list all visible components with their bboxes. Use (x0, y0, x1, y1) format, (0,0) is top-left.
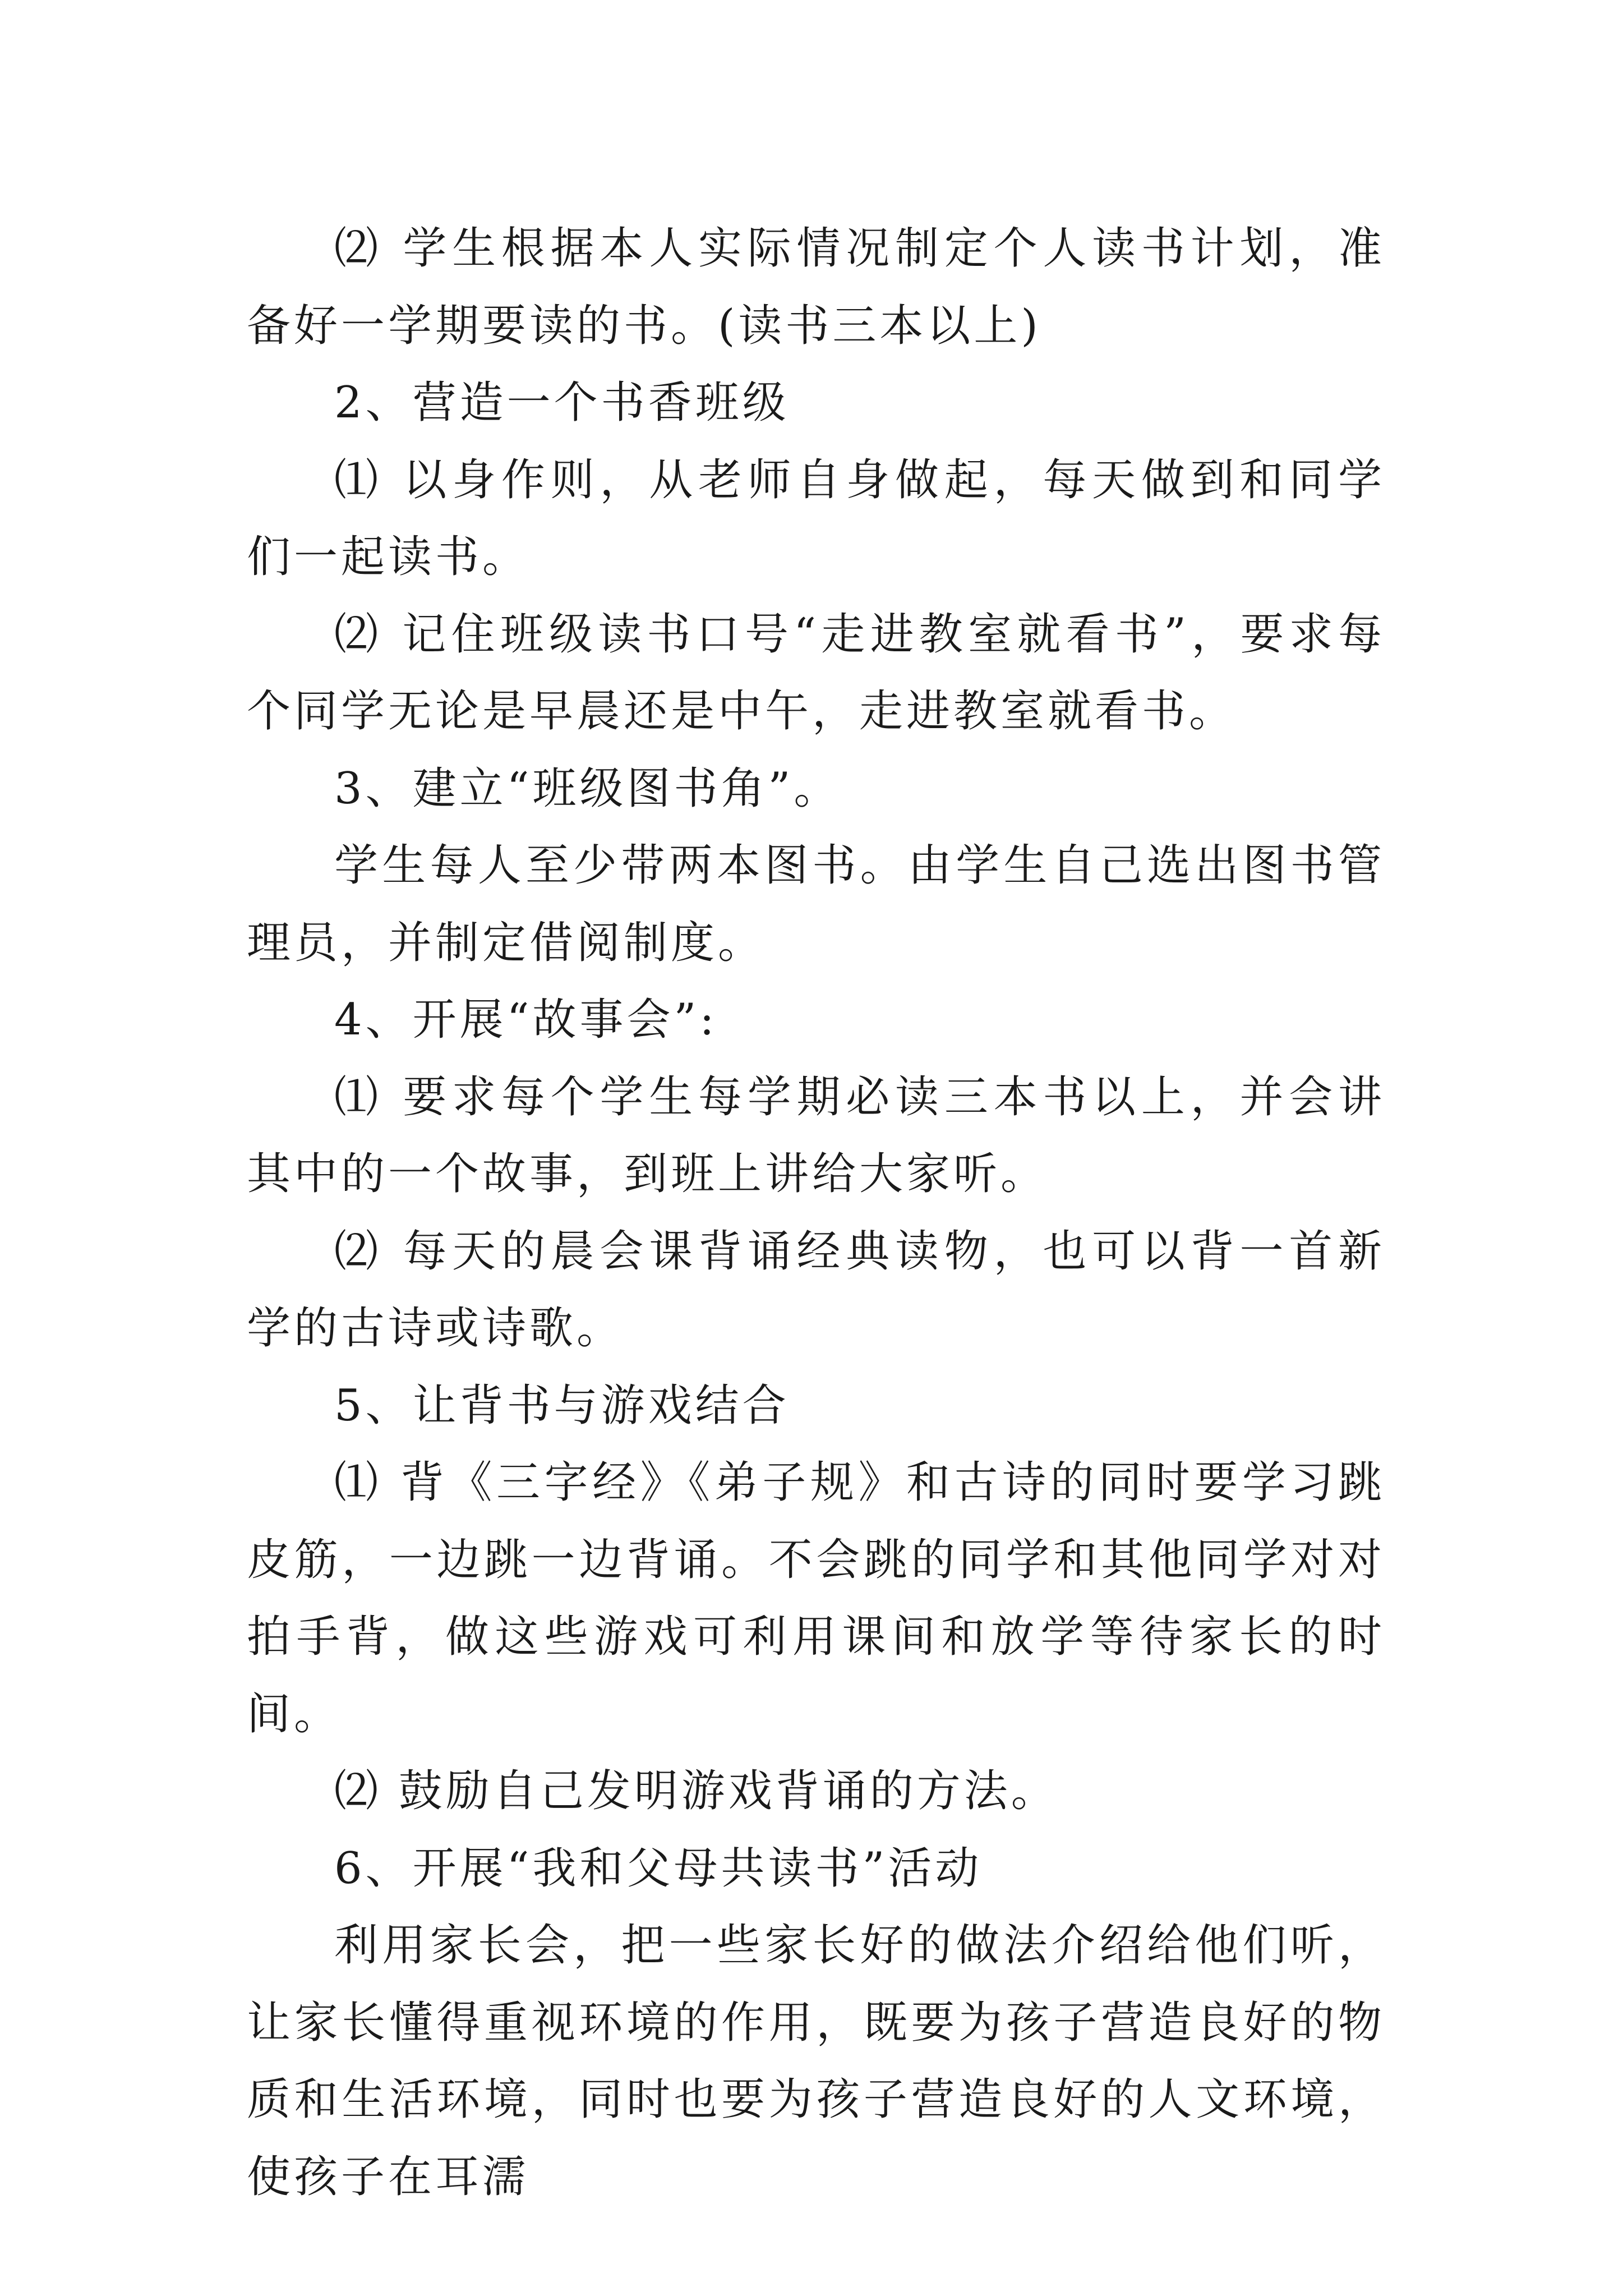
paragraph: ⑴ 要求每个学生每学期必读三本书以上，并会讲其中的一个故事，到班上讲给大家听。 (247, 1071, 1385, 1199)
section-heading: 6、开展“我和父母共读书”活动 (334, 1843, 983, 1894)
paragraph: ⑵ 学生根据本人实际情况制定个人读书计划，准备好一学期要读的书。(读书三本以上) (247, 223, 1385, 351)
paragraph: ⑵ 记住班级读书口号“走进教室就看书”，要求每个同学无论是早晨还是中午，走进教室就看书。 (247, 609, 1385, 737)
paragraph: ⑴ 以身作则，从老师自身做起，每天做到和同学们一起读书。 (247, 454, 1385, 582)
paragraph: ⑴ 背《三字经》《弟子规》和古诗的同时要学习跳皮筋，一边跳一边背诵。不会跳的同学和其他同学对对拍手背，做这些游戏可利用课间和放学等待家长的时间。 (247, 1457, 1385, 1740)
section-heading: 5、让背书与游戏结合 (334, 1380, 790, 1431)
paragraph: 利用家长会，把一些家长好的做法介绍给他们听，让家长懂得重视环境的作用，既要为孩子营造良好的物质和生活环境，同时也要为孩子营造良好的人文环境，使孩子在耳濡 (247, 1920, 1385, 2202)
section-heading: 2、营造一个书香班级 (334, 378, 790, 428)
section-heading: 3、建立“班级图书角”。 (334, 763, 841, 814)
document-body (247, 210, 1385, 2216)
paragraph: 学生每人至少带两本图书。由学生自己选出图书管理员，并制定借阅制度。 (247, 840, 1385, 968)
section-heading: 4、开展“故事会”: (334, 995, 718, 1045)
paragraph: ⑵ 鼓励自己发明游戏背诵的方法。 (334, 1766, 1058, 1816)
paragraph: ⑵ 每天的晨会课背诵经典读物，也可以背一首新学的古诗或诗歌。 (247, 1226, 1385, 1354)
